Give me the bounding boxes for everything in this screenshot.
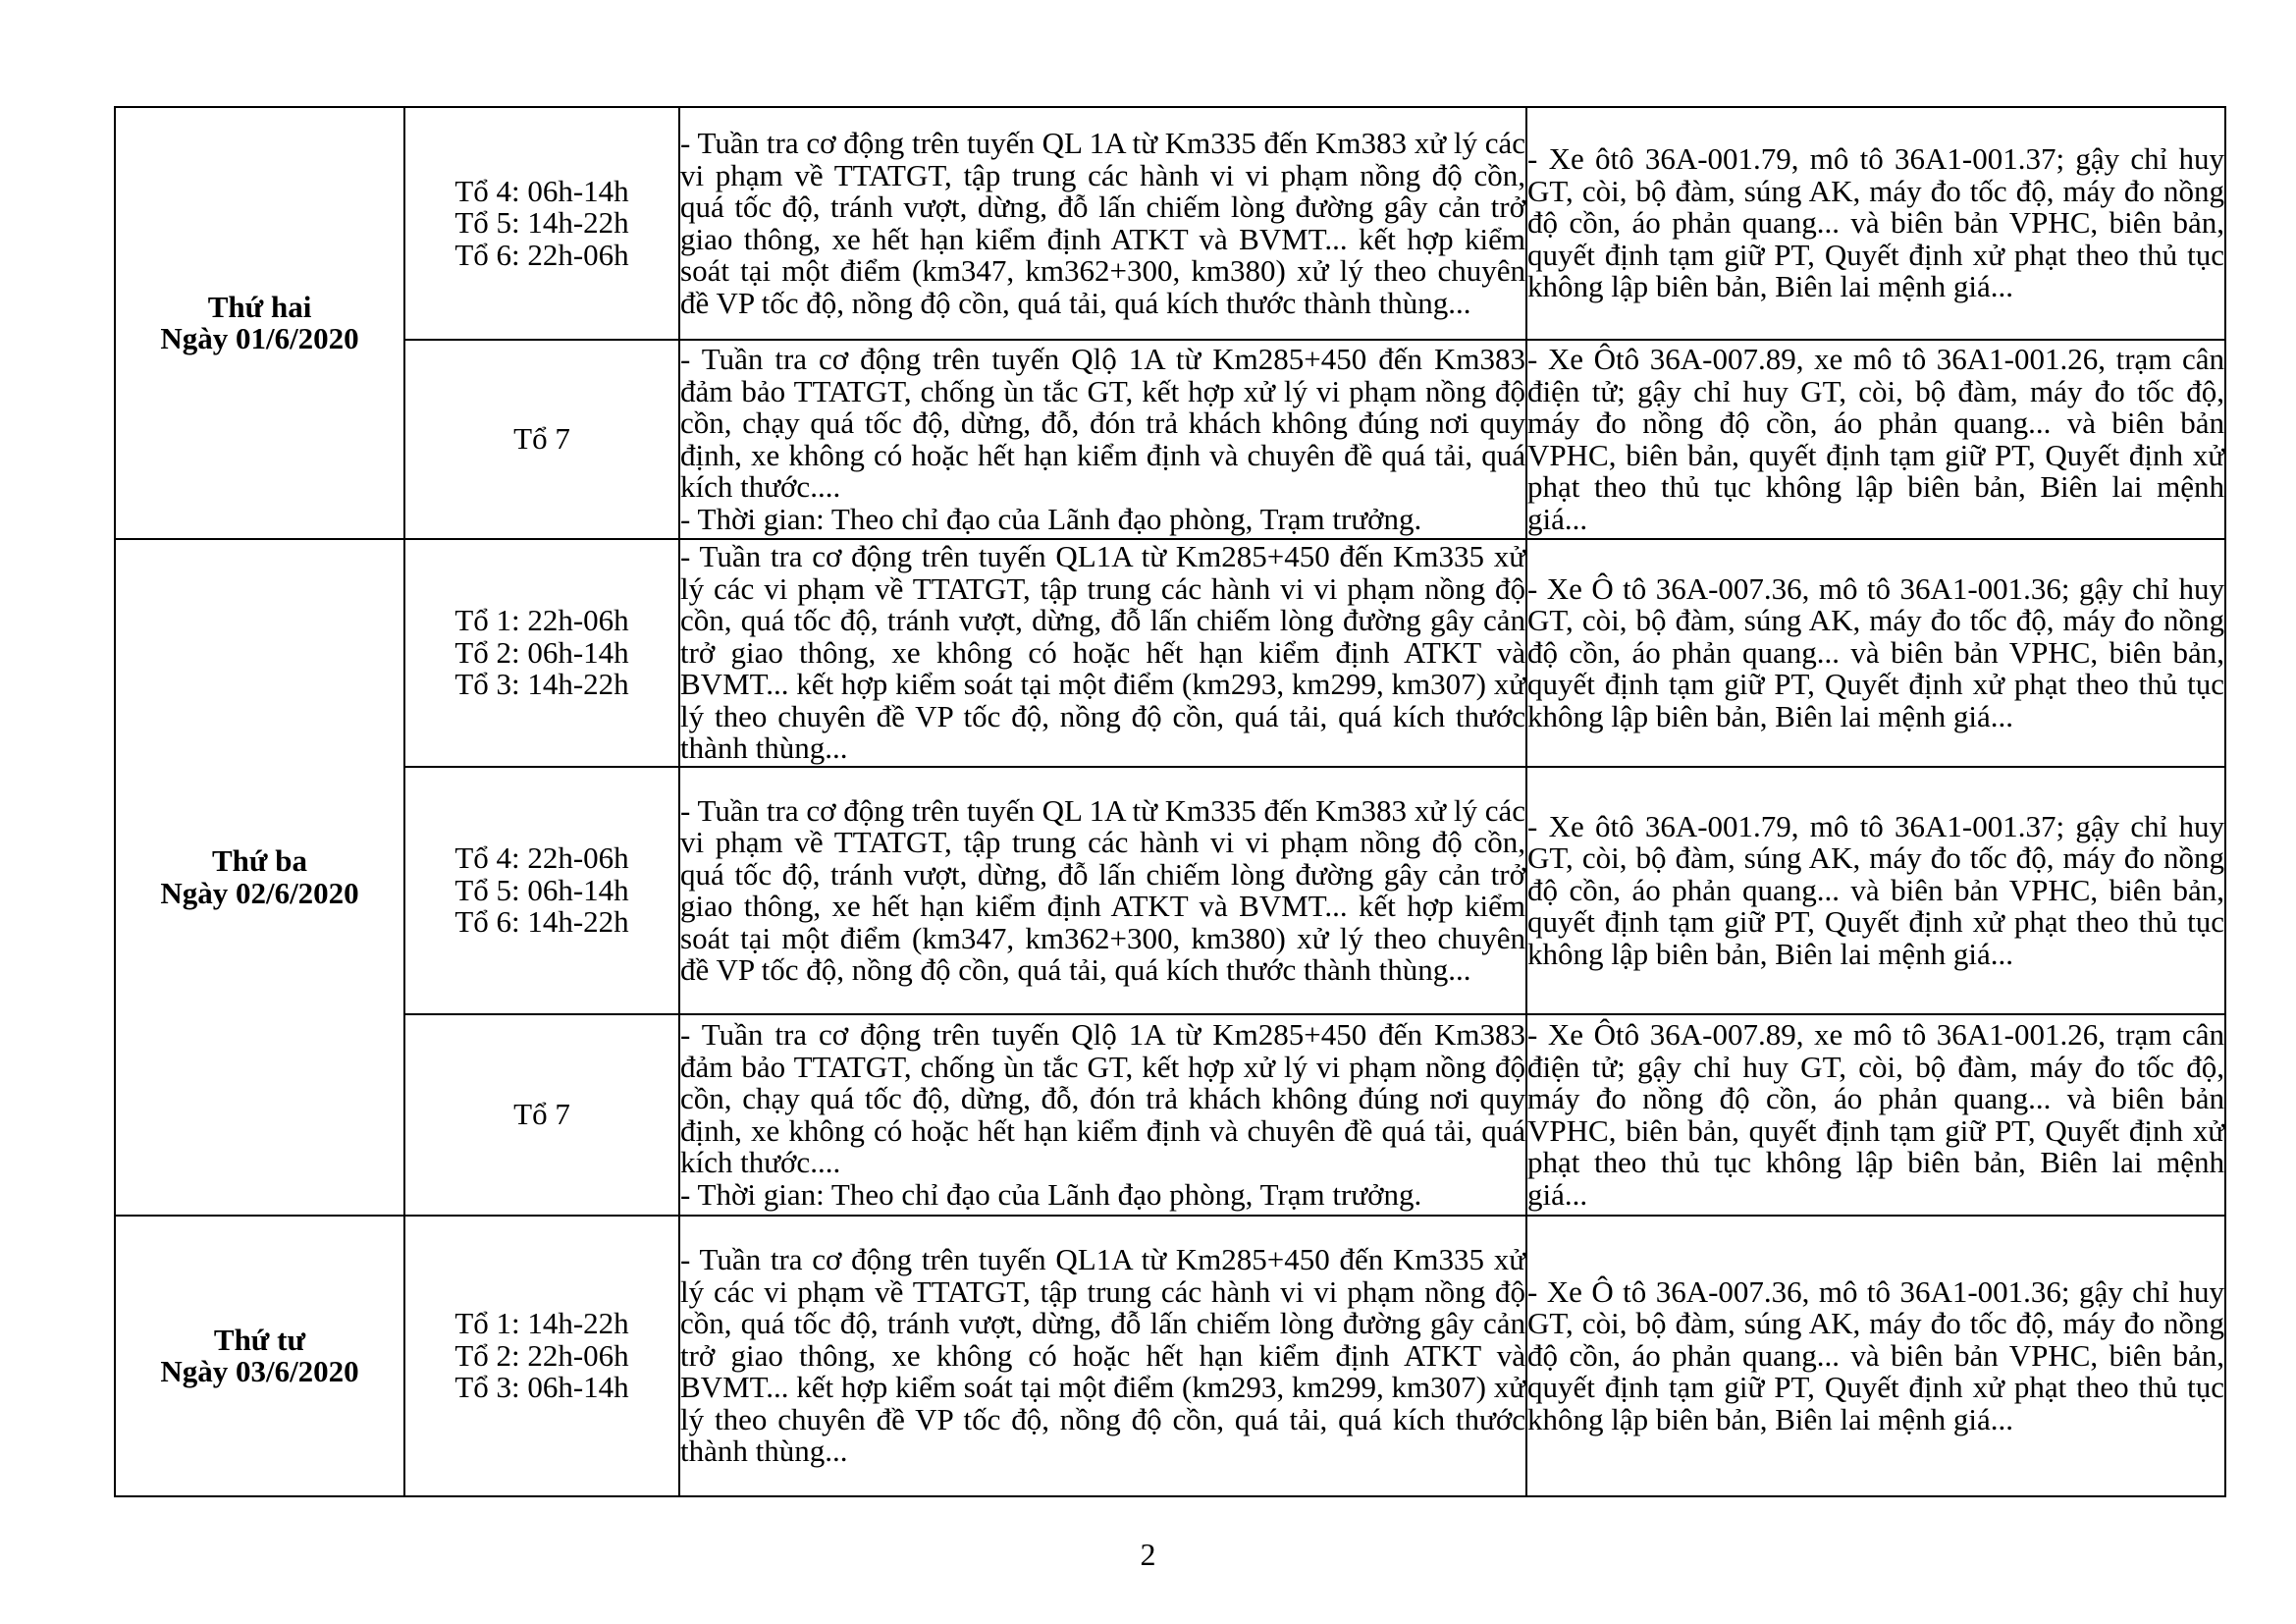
team-shift: Tổ 3: 14h-22h: [454, 667, 629, 702]
team-shift: Tổ 2: 06h-14h: [454, 634, 629, 670]
team-cell: [404, 340, 679, 539]
team-cell: [404, 107, 679, 340]
task-text: - Tuần tra cơ động trên tuyến QL 1A từ Km335 đến Km383 xử lý các vi phạm về TTATGT, tập trung các hành vi vi phạm nồng độ cồn, quá tốc độ, tránh vượt, dừng, đỗ lấn chiếm lòng đường gây cản trở giao thông, xe hết hạn kiểm định ATKT và BVMT... kết hợp kiểm soát tại một điểm (km347, km362+300, km380) xử lý theo chuyên đề VP tốc độ, nồng độ cồn, quá tải, quá kích thước thành thùng...: [680, 126, 1525, 320]
team-shift: Tổ 6: 14h-22h: [454, 904, 629, 940]
day-name: Thứ hai: [207, 289, 312, 324]
equipment-text: - Xe Ôtô 36A-007.89, xe mô tô 36A1-001.26, trạm cân điện tử; gậy chỉ huy GT, còi, bộ đàm, máy đo tốc độ, máy đo nồng độ cồn, áo phản quang... và biên bản VPHC, biên bản, quyết định tạm giữ PT, Quyết định xử phạt theo thủ tục không lập biên bản, Biên lai mệnh giá...: [1527, 342, 2224, 536]
task-cell: [679, 107, 1526, 340]
equipment-text: - Xe Ô tô 36A-007.36, mô tô 36A1-001.36; gậy chỉ huy GT, còi, bộ đàm, súng AK, máy đo tốc độ, máy đo nồng độ cồn, áo phản quang... và biên bản VPHC, biên bản, quyết định tạm giữ PT, Quyết định xử phạt theo thủ tục không lập biên bản, Biên lai mệnh giá...: [1527, 570, 2224, 733]
team-shift: Tổ 5: 14h-22h: [454, 205, 629, 241]
team-shift: Tổ 1: 22h-06h: [454, 603, 629, 638]
equipment-text: - Xe ôtô 36A-001.79, mô tô 36A1-001.37; gậy chỉ huy GT, còi, bộ đàm, súng AK, máy đo tốc độ, máy đo nồng độ cồn, áo phản quang... và biên bản VPHC, biên bản, quyết định tạm giữ PT, Quyết định xử phạt theo thủ tục không lập biên bản, Biên lai mệnh giá...: [1527, 808, 2224, 971]
day-date: Ngày 01/6/2020: [160, 321, 359, 355]
table-row: [115, 1216, 2225, 1496]
task-text: - Tuần tra cơ động trên tuyến Qlộ 1A từ Km285+450 đến Km383 đảm bảo TTATGT, chống ùn tắc GT, kết hợp xử lý vi phạm nồng độ cồn, chạy quá tốc độ, dừng, đỗ, đón trả khách không đúng nơi quy định, xe không có hoặc hết hạn kiểm định và chuyên đề quá tải, quá kích thước....: [680, 342, 1525, 504]
day-name: Thứ tư: [213, 1322, 306, 1357]
table-row: [115, 1014, 2225, 1216]
team-shift: Tổ 4: 06h-14h: [454, 173, 629, 208]
task-cell: [679, 539, 1526, 767]
table-row: [115, 767, 2225, 1014]
equipment-cell: [1526, 1014, 2225, 1216]
equipment-text: - Xe Ô tô 36A-007.36, mô tô 36A1-001.36; gậy chỉ huy GT, còi, bộ đàm, súng AK, máy đo tốc độ, máy đo nồng độ cồn, áo phản quang... và biên bản VPHC, biên bản, quyết định tạm giữ PT, Quyết định xử phạt theo thủ tục không lập biên bản, Biên lai mệnh giá...: [1527, 1273, 2224, 1436]
table-row: [115, 539, 2225, 767]
page-number: 2: [1140, 1537, 1156, 1572]
team-cell: [404, 1014, 679, 1216]
team-shift: Tổ 4: 22h-06h: [454, 840, 629, 876]
task-cell: [679, 1216, 1526, 1496]
equipment-cell: [1526, 539, 2225, 767]
day-cell: [115, 107, 404, 539]
task-cell: [679, 340, 1526, 539]
team-shift: Tổ 7: [513, 1097, 570, 1132]
day-date: Ngày 03/6/2020: [160, 1354, 359, 1388]
task-cell: [679, 1014, 1526, 1216]
equipment-cell: [1526, 340, 2225, 539]
task-text: - Tuần tra cơ động trên tuyến QL1A từ Km285+450 đến Km335 xử lý các vi phạm về TTATGT, tập trung các hành vi vi phạm nồng độ cồn, quá tốc độ, tránh vượt, dừng, đỗ lấn chiếm lòng đường gây cản trở giao thông, xe không có hoặc hết hạn kiểm định ATKT và BVMT... kết hợp kiểm soát tại một điểm (km293, km299, km307) xử lý theo chuyên đề VP tốc độ, nồng độ cồn, quá tải, quá kích thước thành thùng...: [680, 1242, 1525, 1469]
team-cell: [404, 767, 679, 1014]
table-row: [115, 340, 2225, 539]
task-text: - Tuần tra cơ động trên tuyến Qlộ 1A từ Km285+450 đến Km383 đảm bảo TTATGT, chống ùn tắc GT, kết hợp xử lý vi phạm nồng độ cồn, chạy quá tốc độ, dừng, đỗ, đón trả khách không đúng nơi quy định, xe không có hoặc hết hạn kiểm định và chuyên đề quá tải, quá kích thước....: [680, 1017, 1525, 1179]
patrol-schedule-table: [114, 106, 2226, 1497]
table-row: [115, 107, 2225, 340]
task-text: - Tuần tra cơ động trên tuyến QL1A từ Km285+450 đến Km335 xử lý các vi phạm về TTATGT, tập trung các hành vi vi phạm nồng độ cồn, quá tốc độ, tránh vượt, dừng, đỗ lấn chiếm lòng đường gây cản trở giao thông, xe không có hoặc hết hạn kiểm định ATKT và BVMT... kết hợp kiểm soát tại một điểm (km293, km299, km307) xử lý theo chuyên đề VP tốc độ, nồng độ cồn, quá tải, quá kích thước thành thùng...: [680, 539, 1525, 766]
team-cell: [404, 1216, 679, 1496]
task-cell: [679, 767, 1526, 1014]
day-date: Ngày 02/6/2020: [160, 875, 359, 910]
equipment-text: - Xe ôtô 36A-001.79, mô tô 36A1-001.37; gậy chỉ huy GT, còi, bộ đàm, súng AK, máy đo tốc độ, máy đo nồng độ cồn, áo phản quang... và biên bản VPHC, biên bản, quyết định tạm giữ PT, Quyết định xử phạt theo thủ tục không lập biên bản, Biên lai mệnh giá...: [1527, 141, 2224, 304]
team-shift: Tổ 6: 22h-06h: [454, 237, 629, 272]
equipment-cell: [1526, 107, 2225, 340]
team-shift: Tổ 2: 22h-06h: [454, 1337, 629, 1373]
task-time-note: - Thời gian: Theo chỉ đạo của Lãnh đạo phòng, Trạm trưởng.: [680, 501, 1422, 536]
team-shift: Tổ 1: 14h-22h: [454, 1306, 629, 1341]
team-shift: Tổ 7: [513, 421, 570, 457]
team-shift: Tổ 5: 06h-14h: [454, 872, 629, 907]
equipment-cell: [1526, 767, 2225, 1014]
day-cell: [115, 1216, 404, 1496]
task-text: - Tuần tra cơ động trên tuyến QL 1A từ Km335 đến Km383 xử lý các vi phạm về TTATGT, tập trung các hành vi vi phạm nồng độ cồn, quá tốc độ, tránh vượt, dừng, đỗ lấn chiếm lòng đường gây cản trở giao thông, xe hết hạn kiểm định ATKT và BVMT... kết hợp kiểm soát tại một điểm (km347, km362+300, km380) xử lý theo chuyên đề VP tốc độ, nồng độ cồn, quá tải, quá kích thước thành thùng...: [680, 792, 1525, 987]
task-time-note: - Thời gian: Theo chỉ đạo của Lãnh đạo phòng, Trạm trưởng.: [680, 1176, 1422, 1212]
equipment-cell: [1526, 1216, 2225, 1496]
team-shift: Tổ 3: 06h-14h: [454, 1370, 629, 1405]
day-name: Thứ ba: [211, 843, 307, 878]
day-cell: [115, 539, 404, 1216]
equipment-text: - Xe Ôtô 36A-007.89, xe mô tô 36A1-001.26, trạm cân điện tử; gậy chỉ huy GT, còi, bộ đàm, máy đo tốc độ, máy đo nồng độ cồn, áo phản quang... và biên bản VPHC, biên bản, quyết định tạm giữ PT, Quyết định xử phạt theo thủ tục không lập biên bản, Biên lai mệnh giá...: [1527, 1017, 2224, 1212]
team-cell: [404, 539, 679, 767]
